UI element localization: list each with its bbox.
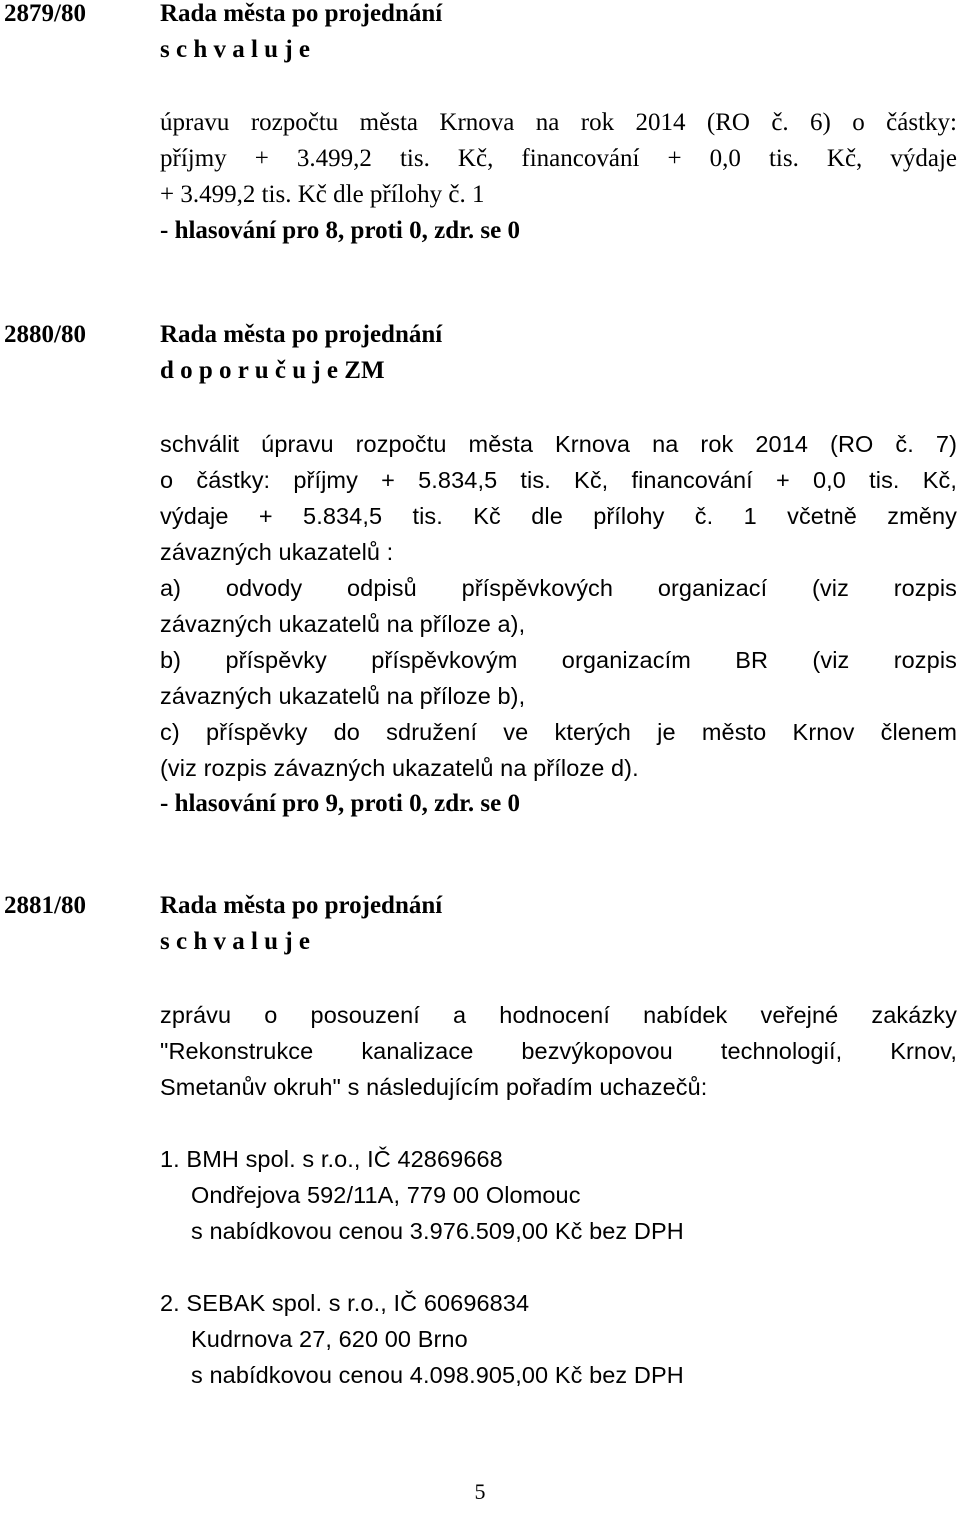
resolution-text-line: zprávu o posouzení a hodnocení nabídek veřejné zakázky [160, 1002, 957, 1028]
resolution-number: 2881/80 [4, 892, 86, 919]
resolution-text-line: závazných ukazatelů na příloze b), [160, 683, 526, 709]
resolution-heading: Rada města po projednání [160, 892, 443, 919]
resolution-verb: s c h v a l u j e [160, 36, 310, 63]
bidder-price: s nabídkovou cenou 3.976.509,00 Kč bez DPH [191, 1218, 684, 1244]
bidder-name: 2. SEBAK spol. s r.o., IČ 60696834 [160, 1290, 530, 1316]
resolution-text-line: výdaje + 5.834,5 tis. Kč dle přílohy č. 1 včetně změny [160, 503, 957, 529]
resolution-heading: Rada města po projednání [160, 321, 443, 348]
bidder-address: Kudrnova 27, 620 00 Brno [191, 1326, 468, 1352]
resolution-text-line: (viz rozpis závazných ukazatelů na příloze d). [160, 755, 639, 781]
resolution-verb: d o p o r u č u j e ZM [160, 357, 385, 384]
page-number: 5 [474, 1479, 486, 1504]
bidder-entry [160, 1141, 957, 1249]
resolution-text-line: "Rekonstrukce kanalizace bezvýkopovou technologií, Krnov, [160, 1038, 957, 1064]
bidder-price: s nabídkovou cenou 4.098.905,00 Kč bez DPH [191, 1362, 684, 1388]
resolution-text-line: a) odvody odpisů příspěvkových organizací (viz rozpis [160, 575, 957, 601]
resolution-number: 2880/80 [4, 321, 86, 348]
resolution-text-line: b) příspěvky příspěvkovým organizacím BR (viz rozpis [160, 647, 957, 673]
bidder-name: 1. BMH spol. s r.o., IČ 42869668 [160, 1146, 503, 1172]
resolution-vote: - hlasování pro 9, proti 0, zdr. se 0 [160, 790, 520, 817]
resolution-heading: Rada města po projednání [160, 0, 443, 27]
resolution-text-line: závazných ukazatelů na příloze a), [160, 611, 526, 637]
resolution-vote: - hlasování pro 8, proti 0, zdr. se 0 [160, 217, 520, 244]
bidder-list [160, 1141, 957, 1393]
resolution-body [160, 0, 957, 249]
bidder-entry [160, 1285, 957, 1393]
resolution-verb: s c h v a l u j e [160, 928, 310, 955]
resolution-text-line: schválit úpravu rozpočtu města Krnova na rok 2014 (RO č. 7) [160, 431, 957, 457]
resolution-body [160, 888, 957, 1393]
resolution-text-line: c) příspěvky do sdružení ve kterých je město Krnov členem [160, 719, 957, 745]
resolution-text-line: Smetanův okruh" s následujícím pořadím uchazečů: [160, 1074, 708, 1100]
resolution-text-line: + 3.499,2 tis. Kč dle přílohy č. 1 [160, 181, 485, 208]
resolution-body [160, 317, 957, 822]
resolution-text-line: o částky: příjmy + 5.834,5 tis. Kč, financování + 0,0 tis. Kč, [160, 467, 957, 493]
bidder-address: Ondřejova 592/11A, 779 00 Olomouc [191, 1182, 581, 1208]
resolution-text-line: úpravu rozpočtu města Krnova na rok 2014 (RO č. 6) o částky: [160, 109, 957, 136]
resolution-text-line: příjmy + 3.499,2 tis. Kč, financování + 0,0 tis. Kč, výdaje [160, 145, 957, 172]
resolution-number: 2879/80 [4, 0, 86, 27]
resolution-text-line: závazných ukazatelů : [160, 539, 394, 565]
